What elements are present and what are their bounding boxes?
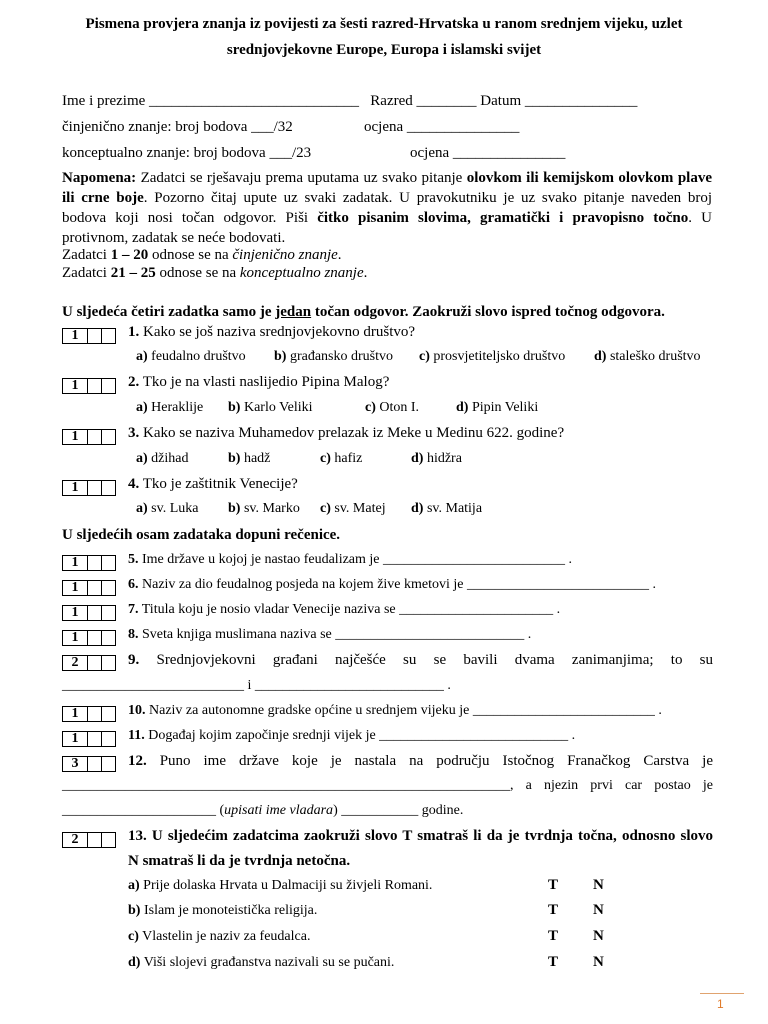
class-label: Razred — [370, 93, 413, 109]
points-box-q1 — [62, 328, 116, 344]
question-text: Tko je zaštitnik Venecije? — [142, 476, 298, 492]
question-text: Ime države u kojoj je nastao feudalizam je __________________________ . — [138, 552, 573, 567]
name-label: Ime i prezime — [62, 93, 146, 109]
points-box-q12 — [62, 756, 116, 772]
question-number: 6. — [128, 577, 139, 592]
score-cell[interactable] — [102, 833, 115, 847]
section-1-post: točan odgovor. Zaokruži slovo ispred točnog odgovora. — [311, 304, 665, 320]
question-10[interactable] — [128, 703, 662, 719]
points-value: 1 — [63, 379, 88, 393]
question-6[interactable] — [128, 577, 656, 593]
question-text: U sljedećim zadatcima zaokruži slovo T smatraš li da je tvrdnja točna, odnosno slovo — [146, 828, 713, 844]
question-13-line-2: N smatraš li da je tvrdnja netočna. — [128, 853, 351, 869]
score-cell[interactable] — [88, 631, 102, 645]
question-text: Događaj kojim započinje srednji vijek je ___________________________ . — [144, 728, 576, 743]
option-letter: d) — [456, 400, 469, 415]
q2-option-b[interactable] — [228, 400, 313, 416]
conceptual-grade-label: ocjena — [410, 145, 450, 161]
range-conceptual — [62, 265, 367, 282]
points-value: 1 — [63, 606, 88, 620]
question-5[interactable] — [128, 552, 572, 568]
section-1-pre: U sljedeća četiri zadatka samo je — [62, 304, 276, 320]
points-box-q8 — [62, 630, 116, 646]
option-letter: b) — [228, 451, 241, 466]
page-number: 1 — [717, 997, 724, 1011]
q4-option-c[interactable] — [320, 501, 386, 517]
tf-false-c[interactable]: N — [593, 928, 604, 944]
ruler-name-blank[interactable]: ______________________ ( — [62, 803, 225, 818]
range-factual-pre: Zadatci — [62, 247, 111, 263]
factual-grade-field[interactable]: _______________ — [406, 119, 520, 135]
option-text: Heraklije — [147, 400, 204, 415]
year-blank[interactable]: ) ___________ godine. — [333, 803, 464, 818]
range-factual-mid: odnose se na — [148, 247, 233, 263]
q2-option-c[interactable] — [365, 400, 419, 416]
option-text: Karlo Veliki — [240, 400, 313, 415]
q3-option-d[interactable] — [411, 451, 462, 467]
factual-grade-row — [364, 119, 519, 136]
tf-false-b[interactable]: N — [593, 902, 604, 918]
conceptual-label: konceptualno znanje: broj bodova — [62, 145, 266, 161]
q3-option-a[interactable] — [136, 451, 189, 467]
option-text: Oton I. — [375, 400, 420, 415]
question-text: Kako se još naziva srednjovjekovno društvo? — [143, 324, 416, 340]
points-value: 1 — [63, 581, 88, 595]
footer-rule — [700, 993, 744, 994]
question-number: 3. — [128, 425, 140, 441]
option-letter: d) — [594, 349, 607, 364]
factual-label: činjenično znanje: broj bodova — [62, 119, 248, 135]
option-letter: a) — [136, 451, 148, 466]
option-letter: b) — [274, 349, 287, 364]
statement-letter: b) — [128, 903, 141, 918]
score-cell[interactable] — [88, 481, 102, 495]
question-text: Naziv za autonomne gradske općine u srednjem vijeku je __________________________ . — [145, 703, 662, 718]
question-8[interactable] — [128, 627, 531, 643]
factual-score[interactable]: ___/32 — [251, 119, 293, 135]
points-box-q13 — [62, 832, 116, 848]
question-number: 13. — [128, 828, 147, 844]
question-text: Tko je na vlasti naslijedio Pipina Malog? — [142, 374, 390, 390]
page-title-line-2: srednjovjekovne Europe, Europa i islamski svijet — [226, 42, 542, 58]
points-box-q2 — [62, 378, 116, 394]
q3-option-b[interactable] — [228, 451, 270, 467]
range-conceptual-numbers: 21 – 25 — [110, 265, 156, 281]
question-1 — [128, 324, 415, 341]
score-cell[interactable] — [102, 430, 115, 444]
option-text: sv. Matej — [330, 501, 386, 516]
option-text: sv. Marko — [240, 501, 300, 516]
section-1-underlined: jedan — [275, 304, 312, 320]
score-cell[interactable] — [88, 707, 102, 721]
q1-option-d[interactable] — [594, 349, 701, 365]
score-cell[interactable] — [88, 329, 102, 343]
option-text: hadž — [240, 451, 271, 466]
option-letter: a) — [136, 400, 148, 415]
option-letter: a) — [136, 349, 148, 364]
name-field[interactable]: ____________________________ — [149, 93, 360, 109]
score-cell[interactable] — [102, 606, 115, 620]
factual-score-row — [62, 119, 293, 136]
option-text: sv. Luka — [147, 501, 199, 516]
score-cell[interactable] — [88, 732, 102, 746]
option-text: hidžra — [423, 451, 462, 466]
tf-false-a[interactable]: N — [593, 877, 604, 893]
tf-true-b[interactable]: T — [548, 902, 559, 918]
option-text: staleško društvo — [606, 349, 701, 364]
ruler-name-hint: upisati ime vladara — [224, 803, 334, 818]
q2-option-d[interactable] — [456, 400, 538, 416]
instructions-note — [62, 168, 712, 248]
points-box-q7 — [62, 605, 116, 621]
score-cell[interactable] — [88, 833, 102, 847]
points-value: 1 — [63, 732, 88, 746]
score-cell[interactable] — [88, 757, 102, 771]
range-conceptual-type: konceptualno znanje — [239, 265, 364, 281]
conceptual-grade-row — [410, 145, 565, 162]
points-value: 1 — [63, 329, 88, 343]
score-cell[interactable] — [88, 606, 102, 620]
score-cell[interactable] — [102, 656, 115, 670]
question-text: Naziv za dio feudalnog posjeda na kojem žive kmetovi je __________________________ . — [138, 577, 657, 592]
note-bold-1: olovkom ili kemijskom olovkom plave ili crne boje — [62, 170, 712, 206]
question-12-line-2[interactable]: ________________________________________________________________, a njezin prvi car postao je — [62, 778, 713, 793]
note-text-1: Zadatci se rješavaju prema uputama uz svako pitanje — [136, 170, 467, 186]
points-value: 1 — [63, 556, 88, 570]
points-value: 3 — [63, 757, 88, 771]
question-4 — [128, 476, 298, 493]
question-12[interactable] — [128, 753, 713, 770]
student-name-row — [62, 93, 637, 110]
points-box-q4 — [62, 480, 116, 496]
factual-grade-label: ocjena — [364, 119, 404, 135]
points-box-q9 — [62, 655, 116, 671]
score-cell[interactable] — [102, 707, 115, 721]
question-number: 2. — [128, 374, 140, 390]
q4-option-a[interactable] — [136, 501, 198, 517]
q2-option-a[interactable] — [136, 400, 203, 416]
score-cell[interactable] — [88, 581, 102, 595]
points-value: 1 — [63, 631, 88, 645]
option-text: džihad — [147, 451, 189, 466]
range-factual-numbers: 1 – 20 — [110, 247, 149, 263]
tf-statement-c — [128, 929, 310, 945]
statement-text: Islam je monoteistička religija. — [140, 903, 318, 918]
statement-letter: d) — [128, 955, 141, 970]
option-text: građansko društvo — [286, 349, 393, 364]
question-text: Puno ime države koje je nastala na području Istočnog Franačkog Carstva je — [146, 753, 713, 769]
option-letter: d) — [411, 501, 424, 516]
statement-text: Viši slojevi građanstva nazivali su se pučani. — [140, 955, 395, 970]
score-cell[interactable] — [102, 757, 115, 771]
option-text: hafiz — [330, 451, 363, 466]
date-label: Datum — [480, 93, 522, 109]
statement-text: Prije dolaska Hrvata u Dalmaciji su živjeli Romani. — [139, 878, 433, 893]
q3-option-c[interactable] — [320, 451, 362, 467]
score-cell[interactable] — [88, 556, 102, 570]
tf-statement-b — [128, 903, 317, 919]
score-cell[interactable] — [102, 581, 115, 595]
question-11[interactable] — [128, 728, 575, 744]
q4-option-b[interactable] — [228, 501, 300, 517]
option-letter: b) — [228, 501, 241, 516]
question-number: 5. — [128, 552, 139, 567]
question-9[interactable] — [128, 652, 713, 669]
q1-option-b[interactable] — [274, 349, 393, 365]
points-value: 1 — [63, 707, 88, 721]
option-text: sv. Matija — [423, 501, 483, 516]
question-number: 12. — [128, 753, 147, 769]
tf-true-a[interactable]: T — [548, 877, 559, 893]
question-number: 9. — [128, 652, 140, 668]
option-letter: d) — [411, 451, 424, 466]
class-field[interactable]: ________ — [416, 93, 477, 109]
option-text: prosvjetiteljsko društvo — [429, 349, 566, 364]
option-letter: c) — [320, 501, 331, 516]
score-cell[interactable] — [102, 379, 115, 393]
question-number: 8. — [128, 627, 139, 642]
conceptual-grade-field[interactable]: _______________ — [452, 145, 566, 161]
option-letter: c) — [365, 400, 376, 415]
score-cell[interactable] — [102, 556, 115, 570]
section-1-heading — [62, 304, 665, 321]
note-bold-2: čitko pisanim slovima, gramatički i pravopisno točno — [317, 210, 689, 226]
points-value: 1 — [63, 481, 88, 495]
points-box-q10 — [62, 706, 116, 722]
question-number: 1. — [128, 324, 140, 340]
option-letter: c) — [419, 349, 430, 364]
note-text-3: . U protivnom, zadatak se neće bodovati. — [62, 210, 712, 246]
question-text: Sveta knjiga muslimana naziva se ___________________________ . — [138, 627, 532, 642]
tf-statement-a — [128, 878, 432, 894]
points-box-q11 — [62, 731, 116, 747]
date-field[interactable]: _______________ — [524, 93, 638, 109]
question-9-answer-line[interactable]: __________________________ i ___________________________ . — [62, 678, 451, 693]
tf-false-d[interactable]: N — [593, 954, 604, 970]
option-text: Pipin Veliki — [468, 400, 539, 415]
points-box-q5 — [62, 555, 116, 571]
question-text: Kako se naziva Muhamedov prelazak iz Meke u Medinu 622. godine? — [143, 425, 565, 441]
option-text: feudalno društvo — [147, 349, 246, 364]
range-factual — [62, 247, 342, 264]
question-12-line-3[interactable] — [62, 803, 463, 819]
option-letter: a) — [136, 501, 148, 516]
option-letter: b) — [228, 400, 241, 415]
question-number: 4. — [128, 476, 140, 492]
question-text: Srednjovjekovni građani najčešće su se bavili dvama zanimanjima; to su — [139, 652, 713, 668]
score-cell[interactable] — [88, 379, 102, 393]
tf-true-c[interactable]: T — [548, 928, 559, 944]
section-2-heading: U sljedećih osam zadataka dopuni rečenice. — [62, 527, 341, 543]
note-label: Napomena: — [62, 170, 137, 186]
q1-option-a[interactable] — [136, 349, 246, 365]
statement-letter: a) — [128, 878, 140, 893]
points-value: 1 — [63, 430, 88, 444]
conceptual-score-row — [62, 145, 311, 162]
question-13 — [128, 828, 713, 845]
conceptual-score[interactable]: ___/23 — [269, 145, 312, 161]
q1-option-c[interactable] — [419, 349, 565, 365]
note-text-2: . Pozorno čitaj upute uz svaki zadatak. U pravokutniku je uz svako pitanje naveden broj bodova koji nosi točan odgovor. Piši — [62, 190, 712, 226]
points-value: 2 — [63, 833, 88, 847]
score-cell[interactable] — [102, 481, 115, 495]
points-box-q3 — [62, 429, 116, 445]
score-cell[interactable] — [102, 631, 115, 645]
question-2 — [128, 374, 389, 391]
score-cell[interactable] — [102, 329, 115, 343]
range-factual-type: činjenično znanje — [232, 247, 338, 263]
tf-statement-d — [128, 955, 394, 971]
range-conceptual-end: . — [363, 265, 368, 281]
points-value: 2 — [63, 656, 88, 670]
question-text: Titula koju je nosio vladar Venecije naziva se ______________________ . — [138, 602, 561, 617]
score-cell[interactable] — [88, 430, 102, 444]
question-7[interactable] — [128, 602, 560, 618]
statement-letter: c) — [128, 929, 139, 944]
statement-text: Vlastelin je naziv za feudalca. — [138, 929, 311, 944]
points-box-q6 — [62, 580, 116, 596]
tf-true-d[interactable]: T — [548, 954, 559, 970]
range-factual-end: . — [337, 247, 342, 263]
q4-option-d[interactable] — [411, 501, 482, 517]
score-cell[interactable] — [102, 732, 115, 746]
score-cell[interactable] — [88, 656, 102, 670]
page-title-line-1: Pismena provjera znanja iz povijesti za šesti razred-Hrvatska u ranom srednjem vijeku, uzlet — [85, 16, 683, 32]
range-conceptual-mid: odnose se na — [155, 265, 240, 281]
question-number: 7. — [128, 602, 139, 617]
question-number: 10. — [128, 703, 146, 718]
question-3 — [128, 425, 564, 442]
option-letter: c) — [320, 451, 331, 466]
question-number: 11. — [128, 728, 145, 743]
range-conceptual-pre: Zadatci — [62, 265, 111, 281]
